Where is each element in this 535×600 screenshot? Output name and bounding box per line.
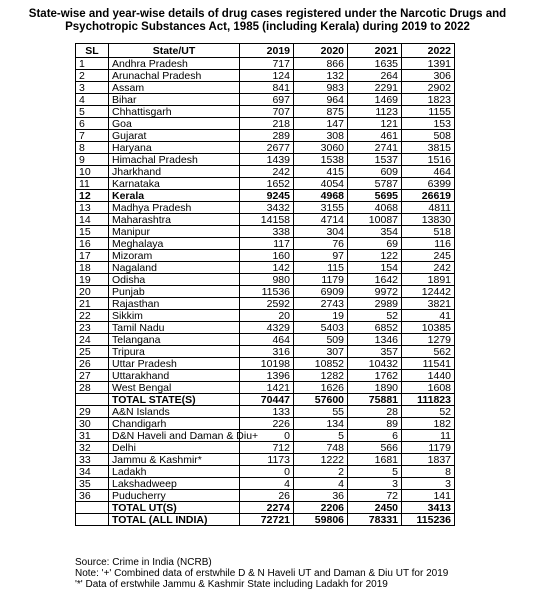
- cell-2020: 147: [294, 118, 348, 130]
- cell-2019: 289: [240, 130, 294, 142]
- cell-2022: 3821: [402, 298, 455, 310]
- cell-sl: 11: [76, 178, 109, 190]
- table-row: [76, 262, 455, 274]
- cell-2021: 89: [348, 418, 402, 430]
- cell-2020: 3155: [294, 202, 348, 214]
- cell-2020: 1179: [294, 274, 348, 286]
- table-row: [76, 166, 455, 178]
- table-row: [76, 226, 455, 238]
- cell-2022: 562: [402, 346, 455, 358]
- table-row: [76, 106, 455, 118]
- cell-sl: 6: [76, 118, 109, 130]
- cell-sl: 33: [76, 454, 109, 466]
- cell-2021: 2291: [348, 82, 402, 94]
- cell-2020: 509: [294, 334, 348, 346]
- cell-2021: 122: [348, 250, 402, 262]
- cell-2019: 2274: [240, 502, 294, 514]
- cell-2021: 75881: [348, 394, 402, 406]
- cell-state: Uttarakhand: [109, 370, 240, 382]
- cell-state: TOTAL STATE(S): [109, 394, 240, 406]
- cell-2021: 9972: [348, 286, 402, 298]
- cell-2021: 5: [348, 466, 402, 478]
- cell-2020: 2: [294, 466, 348, 478]
- cell-2021: 6: [348, 430, 402, 442]
- table-header-row: [76, 44, 455, 58]
- cell-state: Manipur: [109, 226, 240, 238]
- table-row: [76, 382, 455, 394]
- cell-sl: 15: [76, 226, 109, 238]
- cell-2021: 566: [348, 442, 402, 454]
- cell-2020: 132: [294, 70, 348, 82]
- cell-2021: 1890: [348, 382, 402, 394]
- cell-2019: 142: [240, 262, 294, 274]
- cell-sl: 31: [76, 430, 109, 442]
- table-row: [76, 322, 455, 334]
- cell-state: Chhattisgarh: [109, 106, 240, 118]
- cell-2022: 464: [402, 166, 455, 178]
- cell-state: Telangana: [109, 334, 240, 346]
- table-row: [76, 298, 455, 310]
- cell-sl: 13: [76, 202, 109, 214]
- cell-2021: 1346: [348, 334, 402, 346]
- cell-sl: 5: [76, 106, 109, 118]
- cell-2020: 5: [294, 430, 348, 442]
- table-row: [76, 94, 455, 106]
- cell-2019: 0: [240, 430, 294, 442]
- cell-2022: 182: [402, 418, 455, 430]
- note-star: '*' Data of erstwhile Jammu & Kashmir State including Ladakh for 2019: [75, 579, 388, 590]
- cell-sl: 26: [76, 358, 109, 370]
- cell-state: Punjab: [109, 286, 240, 298]
- table-row: [76, 130, 455, 142]
- cell-2019: 218: [240, 118, 294, 130]
- table-row: [76, 286, 455, 298]
- cell-2019: 70447: [240, 394, 294, 406]
- cell-2020: 4054: [294, 178, 348, 190]
- cell-2022: 116: [402, 238, 455, 250]
- table-row: [76, 118, 455, 130]
- cell-2022: 13830: [402, 214, 455, 226]
- cell-state: Jammu & Kashmir*: [109, 454, 240, 466]
- cell-2021: 357: [348, 346, 402, 358]
- cell-2022: 1837: [402, 454, 455, 466]
- cell-2022: 111823: [402, 394, 455, 406]
- cell-2020: 6909: [294, 286, 348, 298]
- cell-2021: 1635: [348, 58, 402, 70]
- cell-2020: 415: [294, 166, 348, 178]
- table-row: [76, 202, 455, 214]
- table-row: [76, 334, 455, 346]
- cell-2021: 2450: [348, 502, 402, 514]
- title-line-1: State-wise and year-wise details of drug cases registered under the Narcotic Drugs and: [28, 8, 507, 20]
- cell-2019: 712: [240, 442, 294, 454]
- cell-sl: 30: [76, 418, 109, 430]
- cell-state: West Bengal: [109, 382, 240, 394]
- cell-2020: 748: [294, 442, 348, 454]
- cell-2019: 1173: [240, 454, 294, 466]
- cell-2020: 4968: [294, 190, 348, 202]
- cell-2020: 4714: [294, 214, 348, 226]
- table-row: [76, 70, 455, 82]
- cell-2021: 1681: [348, 454, 402, 466]
- cell-2019: 242: [240, 166, 294, 178]
- cell-sl: 24: [76, 334, 109, 346]
- cell-2022: 8: [402, 466, 455, 478]
- cell-sl: 35: [76, 478, 109, 490]
- cell-sl: 20: [76, 286, 109, 298]
- cell-2021: 1762: [348, 370, 402, 382]
- cell-2021: 28: [348, 406, 402, 418]
- cell-2022: 1823: [402, 94, 455, 106]
- cell-state: Jharkhand: [109, 166, 240, 178]
- cell-state: Tripura: [109, 346, 240, 358]
- cell-sl: 28: [76, 382, 109, 394]
- cell-2020: 10852: [294, 358, 348, 370]
- header-2019: 2019: [240, 44, 294, 58]
- cell-state: Mizoram: [109, 250, 240, 262]
- table-body: [76, 58, 455, 526]
- cell-2021: 461: [348, 130, 402, 142]
- header-2020: 2020: [294, 44, 348, 58]
- cell-state: A&N Islands: [109, 406, 240, 418]
- cell-sl: 10: [76, 166, 109, 178]
- cell-2021: 3: [348, 478, 402, 490]
- cell-2021: 78331: [348, 514, 402, 526]
- cell-2022: 1279: [402, 334, 455, 346]
- cell-2019: 10198: [240, 358, 294, 370]
- cell-sl: [76, 394, 109, 406]
- cell-2020: 97: [294, 250, 348, 262]
- cell-state: Karnataka: [109, 178, 240, 190]
- cell-2020: 2206: [294, 502, 348, 514]
- cell-2019: 464: [240, 334, 294, 346]
- cell-2022: 6399: [402, 178, 455, 190]
- cell-sl: 3: [76, 82, 109, 94]
- cell-state: Ladakh: [109, 466, 240, 478]
- cell-2021: 1642: [348, 274, 402, 286]
- title-line-2: Psychotropic Substances Act, 1985 (including Kerala) during 2019 to 2022: [65, 21, 470, 33]
- cell-2022: 11: [402, 430, 455, 442]
- cell-2022: 245: [402, 250, 455, 262]
- cell-sl: 14: [76, 214, 109, 226]
- cell-2022: 10385: [402, 322, 455, 334]
- cell-2022: 11541: [402, 358, 455, 370]
- cell-2022: 242: [402, 262, 455, 274]
- cell-2019: 707: [240, 106, 294, 118]
- cell-state: D&N Haveli and Daman & Diu+: [109, 430, 240, 442]
- table-row: [76, 430, 455, 442]
- cell-state: TOTAL (ALL INDIA): [109, 514, 240, 526]
- cell-2022: 2902: [402, 82, 455, 94]
- cell-2019: 124: [240, 70, 294, 82]
- cell-2019: 2592: [240, 298, 294, 310]
- cell-state: Himachal Pradesh: [109, 154, 240, 166]
- cell-sl: 25: [76, 346, 109, 358]
- cell-2020: 3060: [294, 142, 348, 154]
- cell-2019: 0: [240, 466, 294, 478]
- cell-sl: [76, 502, 109, 514]
- cell-2022: 1608: [402, 382, 455, 394]
- table-row: [76, 346, 455, 358]
- cell-state: Uttar Pradesh: [109, 358, 240, 370]
- cell-2020: 4: [294, 478, 348, 490]
- table-row: [76, 358, 455, 370]
- source-note: Source: Crime in India (NCRB): [75, 557, 212, 568]
- cell-2022: 1155: [402, 106, 455, 118]
- cell-2019: 841: [240, 82, 294, 94]
- cell-2020: 866: [294, 58, 348, 70]
- cell-2022: 3815: [402, 142, 455, 154]
- drug-cases-table: [75, 43, 455, 526]
- cell-2019: 160: [240, 250, 294, 262]
- cell-2019: 4: [240, 478, 294, 490]
- cell-state: Chandigarh: [109, 418, 240, 430]
- cell-state: Maharashtra: [109, 214, 240, 226]
- cell-2022: 3: [402, 478, 455, 490]
- cell-2022: 1440: [402, 370, 455, 382]
- cell-2019: 980: [240, 274, 294, 286]
- table-row: [76, 178, 455, 190]
- cell-2019: 717: [240, 58, 294, 70]
- cell-2022: 3413: [402, 502, 455, 514]
- cell-2020: 55: [294, 406, 348, 418]
- cell-state: TOTAL UT(S): [109, 502, 240, 514]
- cell-2022: 26619: [402, 190, 455, 202]
- cell-2020: 1222: [294, 454, 348, 466]
- cell-2021: 5695: [348, 190, 402, 202]
- cell-2019: 226: [240, 418, 294, 430]
- cell-2021: 10432: [348, 358, 402, 370]
- cell-2021: 4068: [348, 202, 402, 214]
- cell-2019: 72721: [240, 514, 294, 526]
- cell-2020: 76: [294, 238, 348, 250]
- cell-sl: 12: [76, 190, 109, 202]
- cell-2021: 1469: [348, 94, 402, 106]
- cell-2020: 59806: [294, 514, 348, 526]
- cell-2021: 5787: [348, 178, 402, 190]
- cell-sl: 1: [76, 58, 109, 70]
- cell-2020: 19: [294, 310, 348, 322]
- cell-sl: 36: [76, 490, 109, 502]
- cell-2019: 1421: [240, 382, 294, 394]
- cell-sl: 34: [76, 466, 109, 478]
- table-row: [76, 514, 455, 526]
- cell-2019: 9245: [240, 190, 294, 202]
- cell-2021: 354: [348, 226, 402, 238]
- cell-2019: 338: [240, 226, 294, 238]
- cell-state: Assam: [109, 82, 240, 94]
- cell-2019: 133: [240, 406, 294, 418]
- table-row: [76, 250, 455, 262]
- cell-2020: 36: [294, 490, 348, 502]
- cell-2019: 697: [240, 94, 294, 106]
- cell-state: Tamil Nadu: [109, 322, 240, 334]
- cell-2021: 1123: [348, 106, 402, 118]
- cell-sl: 22: [76, 310, 109, 322]
- cell-state: Nagaland: [109, 262, 240, 274]
- cell-sl: [76, 514, 109, 526]
- cell-state: Puducherry: [109, 490, 240, 502]
- table-row: [76, 274, 455, 286]
- table-row: [76, 142, 455, 154]
- table-row: [76, 406, 455, 418]
- cell-2021: 121: [348, 118, 402, 130]
- cell-2020: 1626: [294, 382, 348, 394]
- cell-2020: 875: [294, 106, 348, 118]
- header-sl: SL: [76, 44, 109, 58]
- cell-state: Arunachal Pradesh: [109, 70, 240, 82]
- cell-state: Gujarat: [109, 130, 240, 142]
- cell-2022: 115236: [402, 514, 455, 526]
- cell-2020: 5403: [294, 322, 348, 334]
- cell-sl: 7: [76, 130, 109, 142]
- cell-sl: 23: [76, 322, 109, 334]
- cell-2022: 153: [402, 118, 455, 130]
- table-row: [76, 466, 455, 478]
- cell-state: Bihar: [109, 94, 240, 106]
- cell-sl: 4: [76, 94, 109, 106]
- table-row: [76, 58, 455, 70]
- cell-sl: 17: [76, 250, 109, 262]
- cell-2019: 1396: [240, 370, 294, 382]
- cell-2022: 12442: [402, 286, 455, 298]
- cell-2019: 316: [240, 346, 294, 358]
- cell-sl: 9: [76, 154, 109, 166]
- notes: [75, 557, 448, 590]
- cell-2019: 3432: [240, 202, 294, 214]
- cell-state: Rajasthan: [109, 298, 240, 310]
- cell-2021: 1537: [348, 154, 402, 166]
- document-title: [0, 8, 535, 34]
- table-row: [76, 502, 455, 514]
- cell-2019: 1652: [240, 178, 294, 190]
- table-row: [76, 154, 455, 166]
- cell-2020: 307: [294, 346, 348, 358]
- cell-sl: 32: [76, 442, 109, 454]
- cell-state: Odisha: [109, 274, 240, 286]
- cell-state: Sikkim: [109, 310, 240, 322]
- cell-2022: 508: [402, 130, 455, 142]
- cell-2020: 964: [294, 94, 348, 106]
- cell-2022: 41: [402, 310, 455, 322]
- table-row: [76, 190, 455, 202]
- table-row: [76, 238, 455, 250]
- cell-2019: 26: [240, 490, 294, 502]
- table-row: [76, 370, 455, 382]
- cell-2022: 52: [402, 406, 455, 418]
- cell-sl: 19: [76, 274, 109, 286]
- cell-2019: 1439: [240, 154, 294, 166]
- cell-2021: 2741: [348, 142, 402, 154]
- cell-2021: 52: [348, 310, 402, 322]
- cell-2020: 134: [294, 418, 348, 430]
- cell-sl: 18: [76, 262, 109, 274]
- cell-sl: 8: [76, 142, 109, 154]
- table-row: [76, 214, 455, 226]
- cell-2020: 983: [294, 82, 348, 94]
- cell-state: Meghalaya: [109, 238, 240, 250]
- table-row: [76, 454, 455, 466]
- cell-2019: 117: [240, 238, 294, 250]
- header-2022: 2022: [402, 44, 455, 58]
- cell-state: Delhi: [109, 442, 240, 454]
- cell-sl: 2: [76, 70, 109, 82]
- cell-2022: 1891: [402, 274, 455, 286]
- table-row: [76, 394, 455, 406]
- cell-2022: 1391: [402, 58, 455, 70]
- cell-state: Lakshadweep: [109, 478, 240, 490]
- cell-2020: 1282: [294, 370, 348, 382]
- cell-sl: 16: [76, 238, 109, 250]
- note-plus: Note: '+' Combined data of erstwhile D & N Haveli UT and Daman & Diu UT for 2019: [75, 568, 449, 579]
- cell-2021: 264: [348, 70, 402, 82]
- cell-2022: 306: [402, 70, 455, 82]
- cell-2021: 69: [348, 238, 402, 250]
- cell-2022: 141: [402, 490, 455, 502]
- cell-2020: 115: [294, 262, 348, 274]
- cell-2022: 1179: [402, 442, 455, 454]
- table-row: [76, 442, 455, 454]
- cell-state: Kerala: [109, 190, 240, 202]
- cell-state: Goa: [109, 118, 240, 130]
- cell-2019: 11536: [240, 286, 294, 298]
- cell-state: Haryana: [109, 142, 240, 154]
- table-row: [76, 490, 455, 502]
- cell-state: Madhya Pradesh: [109, 202, 240, 214]
- cell-sl: 21: [76, 298, 109, 310]
- header-state: State/UT: [109, 44, 240, 58]
- cell-2020: 308: [294, 130, 348, 142]
- cell-2021: 6852: [348, 322, 402, 334]
- cell-sl: 29: [76, 406, 109, 418]
- cell-state: Andhra Pradesh: [109, 58, 240, 70]
- cell-sl: 27: [76, 370, 109, 382]
- cell-2021: 154: [348, 262, 402, 274]
- cell-2020: 2743: [294, 298, 348, 310]
- cell-2022: 1516: [402, 154, 455, 166]
- cell-2019: 20: [240, 310, 294, 322]
- cell-2020: 1538: [294, 154, 348, 166]
- cell-2020: 57600: [294, 394, 348, 406]
- cell-2019: 2677: [240, 142, 294, 154]
- cell-2022: 4811: [402, 202, 455, 214]
- table-row: [76, 82, 455, 94]
- cell-2022: 518: [402, 226, 455, 238]
- cell-2020: 304: [294, 226, 348, 238]
- table-row: [76, 418, 455, 430]
- table-row: [76, 478, 455, 490]
- cell-2021: 609: [348, 166, 402, 178]
- header-2021: 2021: [348, 44, 402, 58]
- cell-2019: 4329: [240, 322, 294, 334]
- table-row: [76, 310, 455, 322]
- cell-2021: 2989: [348, 298, 402, 310]
- cell-2021: 10087: [348, 214, 402, 226]
- cell-2021: 72: [348, 490, 402, 502]
- cell-2019: 14158: [240, 214, 294, 226]
